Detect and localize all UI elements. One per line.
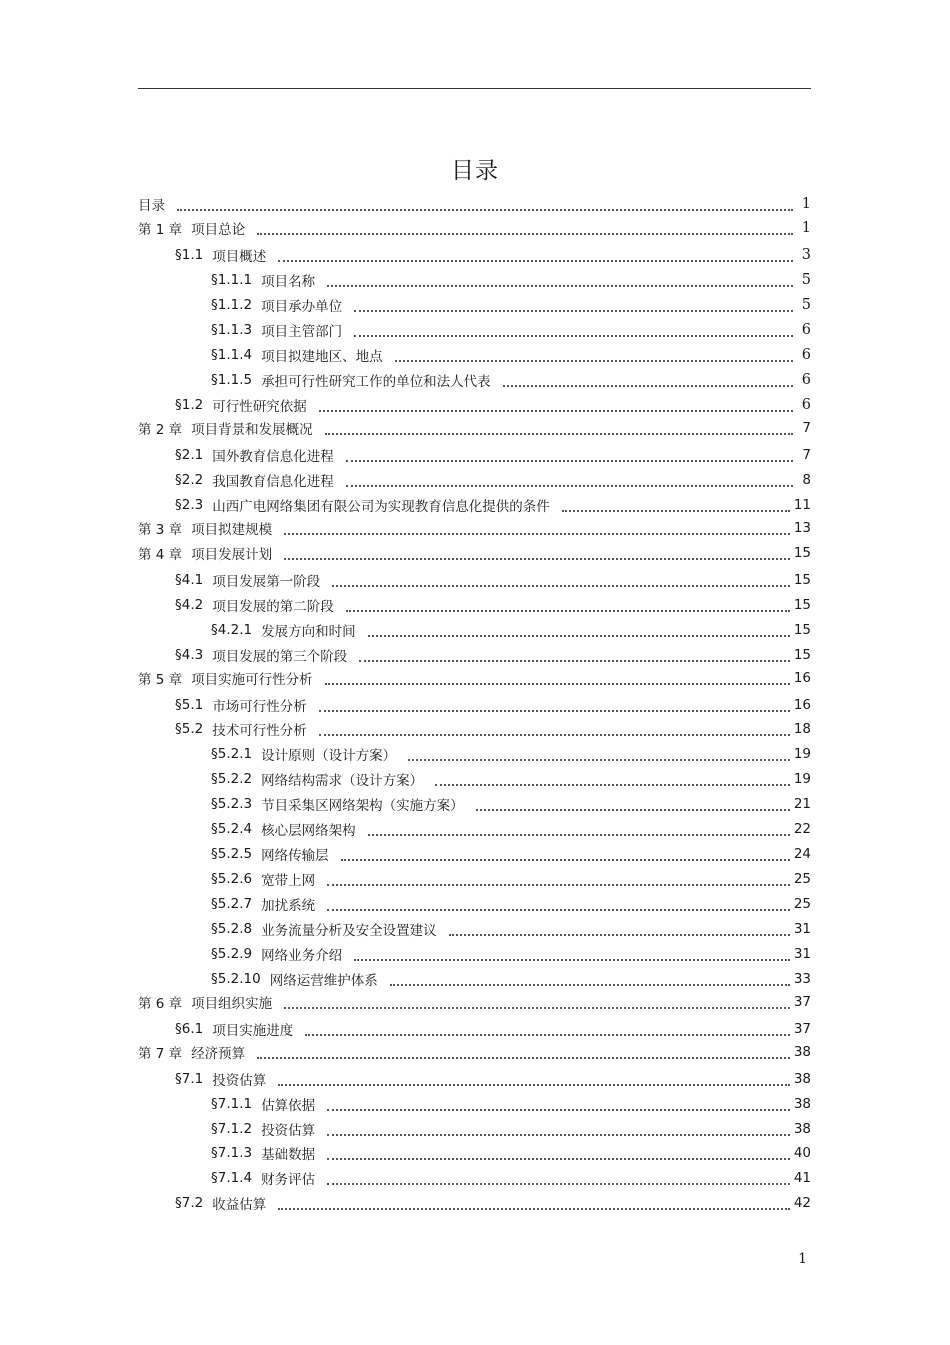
toc-entry-page: 3 xyxy=(801,247,811,263)
toc-entry-label: 加扰系统 xyxy=(261,898,316,914)
toc-entry[interactable] xyxy=(138,1117,811,1141)
toc-entry-number: 第 7 章 xyxy=(138,1046,183,1062)
toc-entry-label: 山西广电网络集团有限公司为实现教育信息化提供的条件 xyxy=(212,499,550,515)
toc-entry[interactable] xyxy=(138,368,811,392)
dot-leader xyxy=(284,544,790,560)
toc-entry-page: 21 xyxy=(793,796,811,812)
toc-entry[interactable] xyxy=(138,892,811,916)
toc-entry-label: 项目组织实施 xyxy=(191,996,273,1012)
toc-entry-label: 项目拟建地区、地点 xyxy=(261,349,383,365)
toc-entry-page: 18 xyxy=(793,721,811,737)
toc-entry-number: §4.1 xyxy=(175,572,204,588)
toc-entry[interactable] xyxy=(138,917,811,941)
toc-entry-label: 国外教育信息化进程 xyxy=(212,449,334,465)
dot-leader xyxy=(346,471,793,487)
dot-leader xyxy=(278,1070,790,1086)
toc-entry-number: §7.1.1 xyxy=(211,1096,253,1112)
toc-entry-label: 核心层网络架构 xyxy=(261,823,356,839)
toc-entry-page: 38 xyxy=(793,1071,811,1087)
toc-entry-page: 38 xyxy=(793,1096,811,1112)
dot-leader xyxy=(368,621,790,637)
dot-leader xyxy=(390,970,790,986)
toc-entry[interactable] xyxy=(138,192,811,216)
toc-entry[interactable] xyxy=(138,867,811,891)
toc-entry[interactable] xyxy=(138,1040,811,1064)
toc-entry[interactable] xyxy=(138,541,811,565)
toc-entry-page: 1 xyxy=(801,196,811,212)
toc-entry[interactable] xyxy=(138,393,811,417)
dot-leader xyxy=(327,1169,790,1185)
toc-entry[interactable] xyxy=(138,416,811,440)
toc-entry-label: 宽带上网 xyxy=(261,873,316,889)
toc-entry-label: 网络业务介绍 xyxy=(261,948,343,964)
toc-entry-number: §5.2 xyxy=(175,721,204,737)
toc-entry-page: 6 xyxy=(801,397,811,413)
toc-entry-number: §4.2.1 xyxy=(211,622,253,638)
dot-leader xyxy=(325,669,790,685)
toc-entry-label: 节目采集区网络架构（实施方案） xyxy=(261,798,464,814)
toc-entry-number: §7.1.3 xyxy=(211,1145,253,1161)
toc-entry-page: 16 xyxy=(793,697,811,713)
footer-page-number: 1 xyxy=(798,1251,807,1267)
dot-leader xyxy=(327,1144,790,1160)
toc-entry-number: §1.1.3 xyxy=(211,322,253,338)
dot-leader xyxy=(177,195,793,211)
dot-leader xyxy=(368,820,790,836)
toc-entry-number: §4.3 xyxy=(175,647,204,663)
dot-leader xyxy=(327,895,790,911)
toc-entry-number: §5.2.6 xyxy=(211,871,253,887)
dot-leader xyxy=(354,296,793,312)
toc-entry-number: §1.1.5 xyxy=(211,372,253,388)
toc-entry-page: 15 xyxy=(793,572,811,588)
toc-entry-label: 估算依据 xyxy=(261,1098,316,1114)
toc-entry-number: §7.1.4 xyxy=(211,1170,253,1186)
toc-entry-label: 投资估算 xyxy=(261,1123,316,1139)
toc-entry-page: 19 xyxy=(793,771,811,787)
toc-entry-number: §1.2 xyxy=(175,397,204,413)
toc-entry-number: 第 6 章 xyxy=(138,996,183,1012)
toc-entry-page: 6 xyxy=(801,322,811,338)
dot-leader xyxy=(476,795,790,811)
toc-entry-number: 第 3 章 xyxy=(138,522,183,538)
toc-entry-number: §7.1 xyxy=(175,1071,204,1087)
toc-entry-number: §5.2.8 xyxy=(211,921,253,937)
header-rule xyxy=(138,88,811,89)
toc-entry-page: 7 xyxy=(802,420,811,436)
toc-entry[interactable] xyxy=(138,643,811,667)
toc-entry-page: 38 xyxy=(793,1044,811,1060)
dot-leader xyxy=(346,446,793,462)
toc-entry-number: §6.1 xyxy=(175,1021,204,1037)
toc-entry-page: 42 xyxy=(793,1195,811,1211)
toc-entry-page: 15 xyxy=(793,622,811,638)
toc-entry-label: 项目发展计划 xyxy=(191,547,273,563)
dot-leader xyxy=(319,720,790,736)
toc-entry-number: 第 4 章 xyxy=(138,547,183,563)
toc-entry-label: 技术可行性分析 xyxy=(212,723,307,739)
toc-entry[interactable] xyxy=(138,216,811,240)
toc-entry-label: 项目拟建规模 xyxy=(191,522,273,538)
toc-entry[interactable] xyxy=(138,693,811,717)
dot-leader xyxy=(341,845,790,861)
toc-entry-number: §5.2.2 xyxy=(211,771,253,787)
toc-title: 目录 xyxy=(451,158,499,184)
toc-entry-label: 项目发展的第二阶段 xyxy=(212,599,334,615)
toc-entry-page: 33 xyxy=(793,971,811,987)
toc-entry-label: 投资估算 xyxy=(212,1073,267,1089)
toc-entry-label: 设计原则（设计方案） xyxy=(261,748,397,764)
toc-entry-page: 15 xyxy=(793,545,811,561)
toc-entry[interactable] xyxy=(138,990,811,1014)
dot-leader xyxy=(278,1194,790,1210)
toc-entry-label: 承担可行性研究工作的单位和法人代表 xyxy=(261,374,491,390)
toc-entry-number: §5.2.10 xyxy=(211,971,261,987)
toc-entry-label: 网络运营维护体系 xyxy=(269,973,378,989)
toc-entry[interactable] xyxy=(138,618,811,642)
toc-entry[interactable] xyxy=(138,767,811,791)
dot-leader xyxy=(332,571,790,587)
toc-entry[interactable] xyxy=(138,468,811,492)
toc-entry-label: 项目主管部门 xyxy=(261,324,343,340)
toc-entry-label: 项目发展第一阶段 xyxy=(212,574,321,590)
toc-entry-number: §1.1.1 xyxy=(211,272,253,288)
toc-entry-page: 6 xyxy=(801,372,811,388)
toc-entry-label: 我国教育信息化进程 xyxy=(212,474,334,490)
toc-entry-label: 收益估算 xyxy=(212,1197,267,1213)
toc-entry-page: 40 xyxy=(793,1145,811,1161)
toc-entry-number: 第 1 章 xyxy=(138,222,183,238)
toc-entry[interactable] xyxy=(138,1191,811,1215)
toc-entry[interactable] xyxy=(138,243,811,267)
toc-entry-page: 37 xyxy=(793,994,811,1010)
toc-entry-page: 15 xyxy=(793,647,811,663)
toc-entry[interactable] xyxy=(138,516,811,540)
toc-entry-number: §5.2.1 xyxy=(211,746,253,762)
toc-entry-number: §5.1 xyxy=(175,697,204,713)
toc-entry-page: 41 xyxy=(793,1170,811,1186)
dot-leader xyxy=(359,646,790,662)
toc-entry-label: 可行性研究依据 xyxy=(212,399,307,415)
toc-entry-number: §2.2 xyxy=(175,472,204,488)
dot-leader xyxy=(327,870,790,886)
toc-entry-label: 网络结构需求（设计方案） xyxy=(261,773,424,789)
toc-entry-number: §1.1 xyxy=(175,247,204,263)
toc-entry-label: 项目总论 xyxy=(191,222,246,238)
toc-entry[interactable] xyxy=(138,343,811,367)
toc-entry-page: 5 xyxy=(801,272,811,288)
toc-entry-number: §1.1.4 xyxy=(211,347,253,363)
toc-entry-number: §5.2.3 xyxy=(211,796,253,812)
toc-entry[interactable] xyxy=(138,443,811,467)
toc-entry-page: 1 xyxy=(801,220,811,236)
dot-leader xyxy=(319,696,790,712)
dot-leader xyxy=(284,993,790,1009)
toc-entry-number: §2.3 xyxy=(175,497,204,513)
toc-entry[interactable] xyxy=(138,293,811,317)
toc-entry[interactable] xyxy=(138,1017,811,1041)
toc-entry-number: §7.2 xyxy=(175,1195,204,1211)
toc-entry-number: §5.2.4 xyxy=(211,821,253,837)
dot-leader xyxy=(257,219,793,235)
toc-entry-page: 22 xyxy=(793,821,811,837)
toc-entry[interactable] xyxy=(138,1166,811,1190)
toc-entry-number: 第 2 章 xyxy=(138,422,183,438)
toc-entry-label: 市场可行性分析 xyxy=(212,699,307,715)
toc-entry-label: 目录 xyxy=(138,198,165,214)
dot-leader xyxy=(346,596,790,612)
toc-entry[interactable] xyxy=(138,1092,811,1116)
toc-entry-number: §5.2.5 xyxy=(211,846,253,862)
toc-entry[interactable] xyxy=(138,942,811,966)
dot-leader xyxy=(503,371,793,387)
toc-entry-page: 6 xyxy=(801,347,811,363)
dot-leader xyxy=(354,945,790,961)
toc-entry-page: 38 xyxy=(793,1121,811,1137)
dot-leader xyxy=(395,346,793,362)
toc-entry-page: 5 xyxy=(801,297,811,313)
toc-entry-page: 37 xyxy=(793,1021,811,1037)
toc-entry[interactable] xyxy=(138,593,811,617)
toc-entry-page: 8 xyxy=(802,472,811,488)
toc-entry-page: 13 xyxy=(793,520,811,536)
toc-entry-label: 项目名称 xyxy=(261,274,316,290)
dot-leader xyxy=(325,419,793,435)
toc-entry-label: 发展方向和时间 xyxy=(261,624,356,640)
toc-entry[interactable] xyxy=(138,742,811,766)
toc-entry-page: 15 xyxy=(793,597,811,613)
toc-entry-page: 19 xyxy=(793,746,811,762)
toc-entry-number: §4.2 xyxy=(175,597,204,613)
toc-entry-label: 经济预算 xyxy=(191,1046,246,1062)
dot-leader xyxy=(354,321,793,337)
toc-entry-label: 项目实施进度 xyxy=(212,1023,294,1039)
toc-entry[interactable] xyxy=(138,1067,811,1091)
toc-entry[interactable] xyxy=(138,268,811,292)
toc-entry-label: 项目承办单位 xyxy=(261,299,343,315)
dot-leader xyxy=(284,519,790,535)
toc-entry-page: 25 xyxy=(793,896,811,912)
dot-leader xyxy=(319,396,793,412)
toc-entry[interactable] xyxy=(138,967,811,991)
toc-entry-number: §7.1.2 xyxy=(211,1121,253,1137)
toc-entry-label: 项目背景和发展概况 xyxy=(191,422,313,438)
toc-entry-number: §5.2.7 xyxy=(211,896,253,912)
toc-entry-number: 第 5 章 xyxy=(138,672,183,688)
toc-entry-label: 网络传输层 xyxy=(261,848,329,864)
toc-entry-label: 项目概述 xyxy=(212,249,267,265)
toc-entry-label: 基础数据 xyxy=(261,1147,316,1163)
dot-leader xyxy=(449,920,790,936)
toc-entry-page: 7 xyxy=(802,447,811,463)
toc-entry-page: 16 xyxy=(793,670,811,686)
dot-leader xyxy=(562,496,790,512)
toc-entry-label: 财务评估 xyxy=(261,1172,316,1188)
toc-entry[interactable] xyxy=(138,666,811,690)
toc-entry[interactable] xyxy=(138,1141,811,1165)
toc-entry[interactable] xyxy=(138,493,811,517)
toc-entry-label: 项目实施可行性分析 xyxy=(191,672,313,688)
toc-entry-page: 31 xyxy=(793,921,811,937)
toc-entry[interactable] xyxy=(138,318,811,342)
toc-entry-number: §2.1 xyxy=(175,447,204,463)
toc-entry-number: §5.2.9 xyxy=(211,946,253,962)
toc-entry-label: 业务流量分析及安全设置建议 xyxy=(261,923,437,939)
dot-leader xyxy=(327,1120,790,1136)
toc-entry-label: 项目发展的第三个阶段 xyxy=(212,649,348,665)
dot-leader xyxy=(327,271,793,287)
dot-leader xyxy=(278,246,793,262)
dot-leader xyxy=(305,1020,790,1036)
toc-entry[interactable] xyxy=(138,717,811,741)
toc-entry[interactable] xyxy=(138,568,811,592)
toc-entry-page: 11 xyxy=(793,497,811,513)
toc-entry-page: 25 xyxy=(793,871,811,887)
toc-entry[interactable] xyxy=(138,817,811,841)
toc-entry-page: 31 xyxy=(793,946,811,962)
toc-entry[interactable] xyxy=(138,842,811,866)
dot-leader xyxy=(408,745,790,761)
toc-entry-number: §1.1.2 xyxy=(211,297,253,313)
dot-leader xyxy=(435,770,790,786)
dot-leader xyxy=(327,1095,790,1111)
toc-entry-page: 24 xyxy=(793,846,811,862)
toc-entry[interactable] xyxy=(138,792,811,816)
dot-leader xyxy=(257,1043,790,1059)
